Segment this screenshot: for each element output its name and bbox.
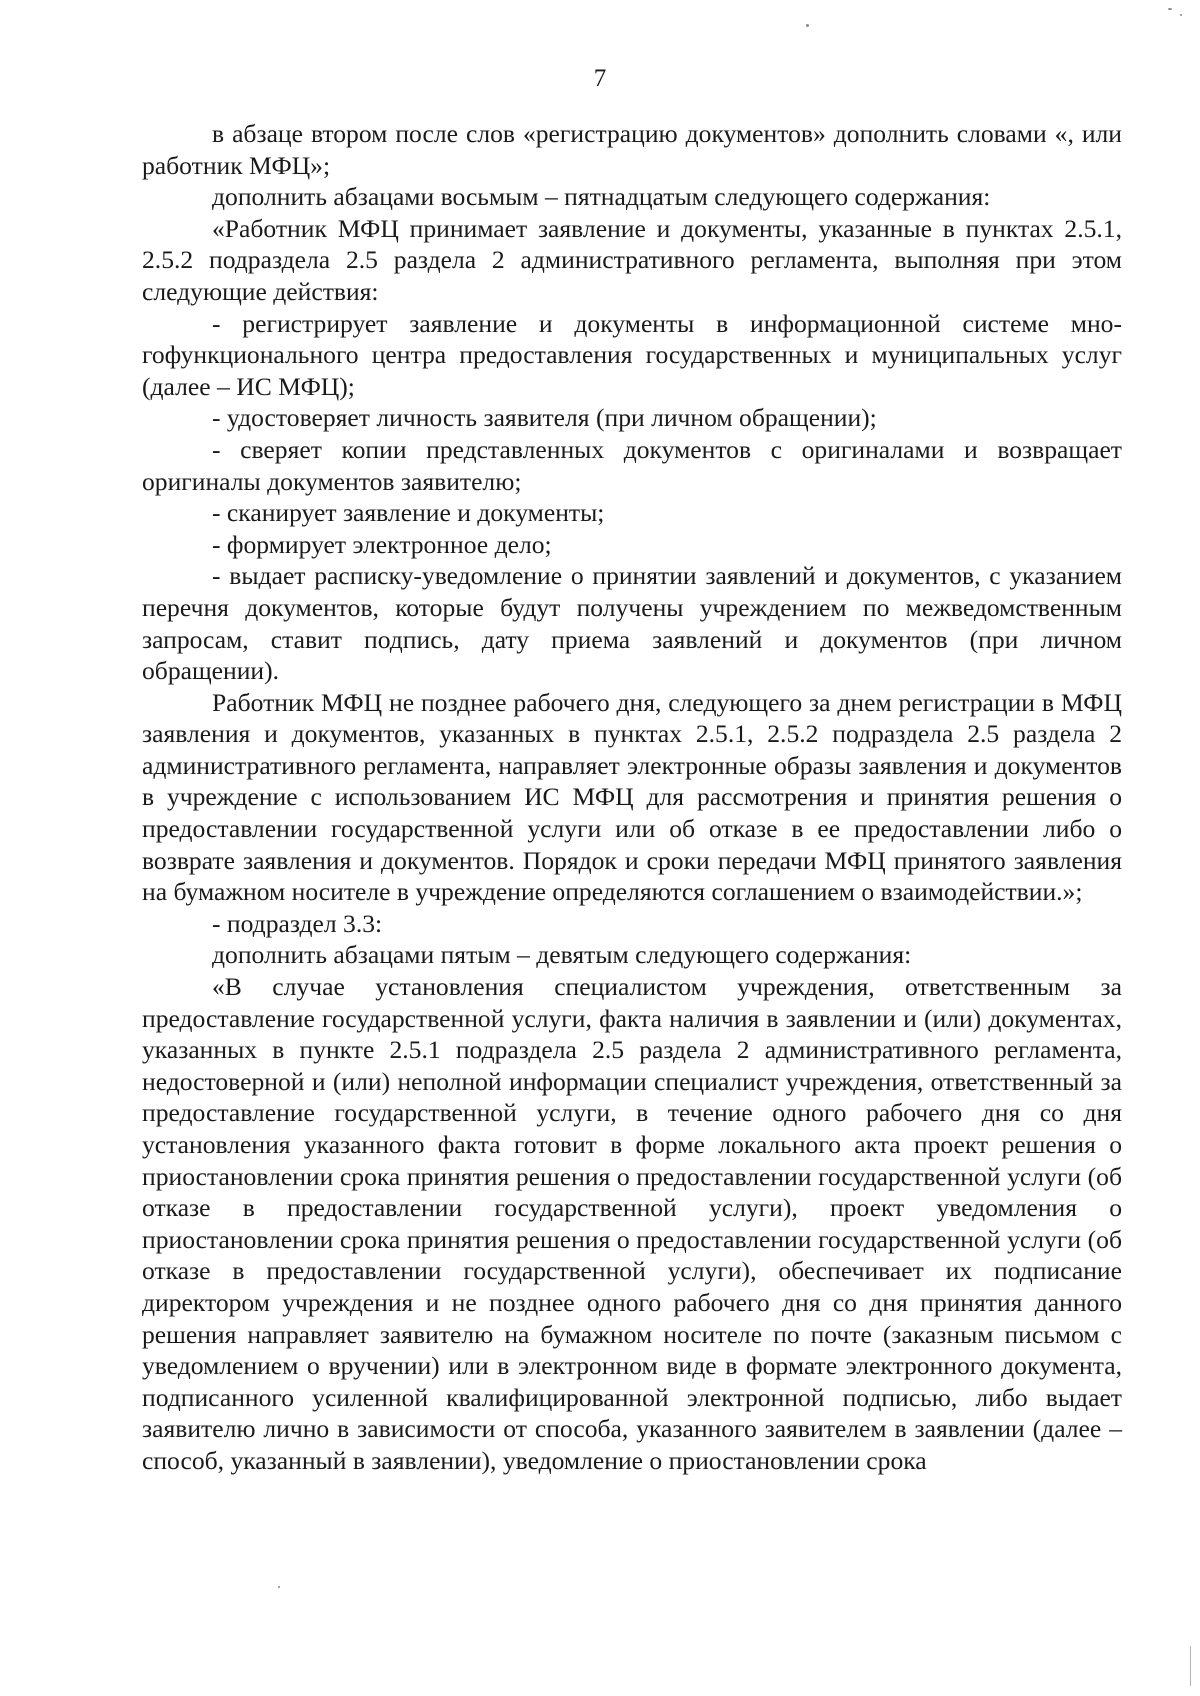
list-item: - регистрирует заявление и документы в информационной системе многофункционального центра предоставления государственных и муниципальных услуг (далее – ИС МФЦ); bbox=[142, 308, 1122, 401]
list-item: - подраздел 3.3: bbox=[212, 908, 383, 938]
list-item: - сканирует заявление и документы; bbox=[212, 498, 605, 528]
scan-speck bbox=[1180, 14, 1182, 16]
page-number: 7 bbox=[593, 65, 607, 92]
list-item: - сверяет копии представленных документов с оригиналами и возвращает оригиналы документов заявителю; bbox=[142, 434, 1122, 496]
paragraph: дополнить абзацами восьмым – пятнадцатым следующего содержания: bbox=[212, 182, 991, 212]
paragraph: дополнить абзацами пятым – девятым следующего содержания: bbox=[212, 940, 912, 970]
scan-edge-mark bbox=[1190, 1646, 1191, 1686]
paragraph: «В случае установления специалистом учреждения, ответственным за предоставление государственной услуги, факта наличия в заявлении и (или) документах, указанных в пункте 2.5.1 подраздела 2.5 раздела 2 административного регламента, недостоверной и (или) неполной информации специалист учреждения, ответственный за предоставление государственной услуги, в течение одного рабочего дня со дня установления указанного факта готовит в форме локального акта проект решения о приостановлении срока принятия решения о предоставлении государственной услуги (об отказе в предоставлении государственной услуги), проект уведомления о приостановлении срока принятия решения о предоставлении государственной услуги (об отказе в предоставлении государственной услуги), обеспечивает их подписание директором учреждения и не позднее одного рабочего дня со дня принятия данного решения направляет заявителю на бумажном носителе по почте (заказным письмом с уведомлением о вручении) или в электронном виде в формате электронного документа, подписанного усиленной квалифицированной электронной подписью, либо выдает заявителю лично в зависимости от способа, указанного заявителем в заявлении (далее – способ, указанный в заявлении), уведомление о приостановлении срока bbox=[142, 972, 1122, 1475]
paragraph: в абзаце втором после слов «регистрацию документов» дополнить словами «, или работник МФЦ»; bbox=[142, 119, 1122, 180]
scan-speck bbox=[1168, 8, 1172, 10]
scan-speck bbox=[278, 1586, 280, 1588]
list-item: - формирует электронное дело; bbox=[212, 529, 552, 559]
paragraph: «Работник МФЦ принимает заявление и документы, указанные в пунктах 2.5.1, 2.5.2 подраздела 2.5 раздела 2 административного регламента, выполняя при этом следующие действия: bbox=[142, 213, 1122, 306]
list-item: - выдает расписку-уведомление о принятии заявлений и документов, с указанием перечня документов, которые будут получены учреждением по межведомственным запросам, ставит подпись, дату приема заявлений и документов (при личном обращении). bbox=[142, 561, 1122, 686]
scan-speck bbox=[806, 24, 809, 27]
document-body bbox=[142, 118, 1122, 1477]
paragraph: Работник МФЦ не позднее рабочего дня, следующего за днем регистрации в МФЦ заявления и документов, указанных в пунктах 2.5.1, 2.5.2 подраздела 2.5 раздела 2 административного регламента, направляет электронные образы заявления и документов в учреждение с использованием ИС МФЦ для рассмотрения и принятия решения о предоставлении государственной услуги или об отказе в ее предоставлении либо о возврате заявления и документов. Порядок и сроки передачи МФЦ принятого заявления на бумажном носителе в учреждение определяются соглашением о взаимодействии.»; bbox=[142, 687, 1122, 907]
list-item: - удостоверяет личность заявителя (при личном обращении); bbox=[212, 403, 877, 433]
